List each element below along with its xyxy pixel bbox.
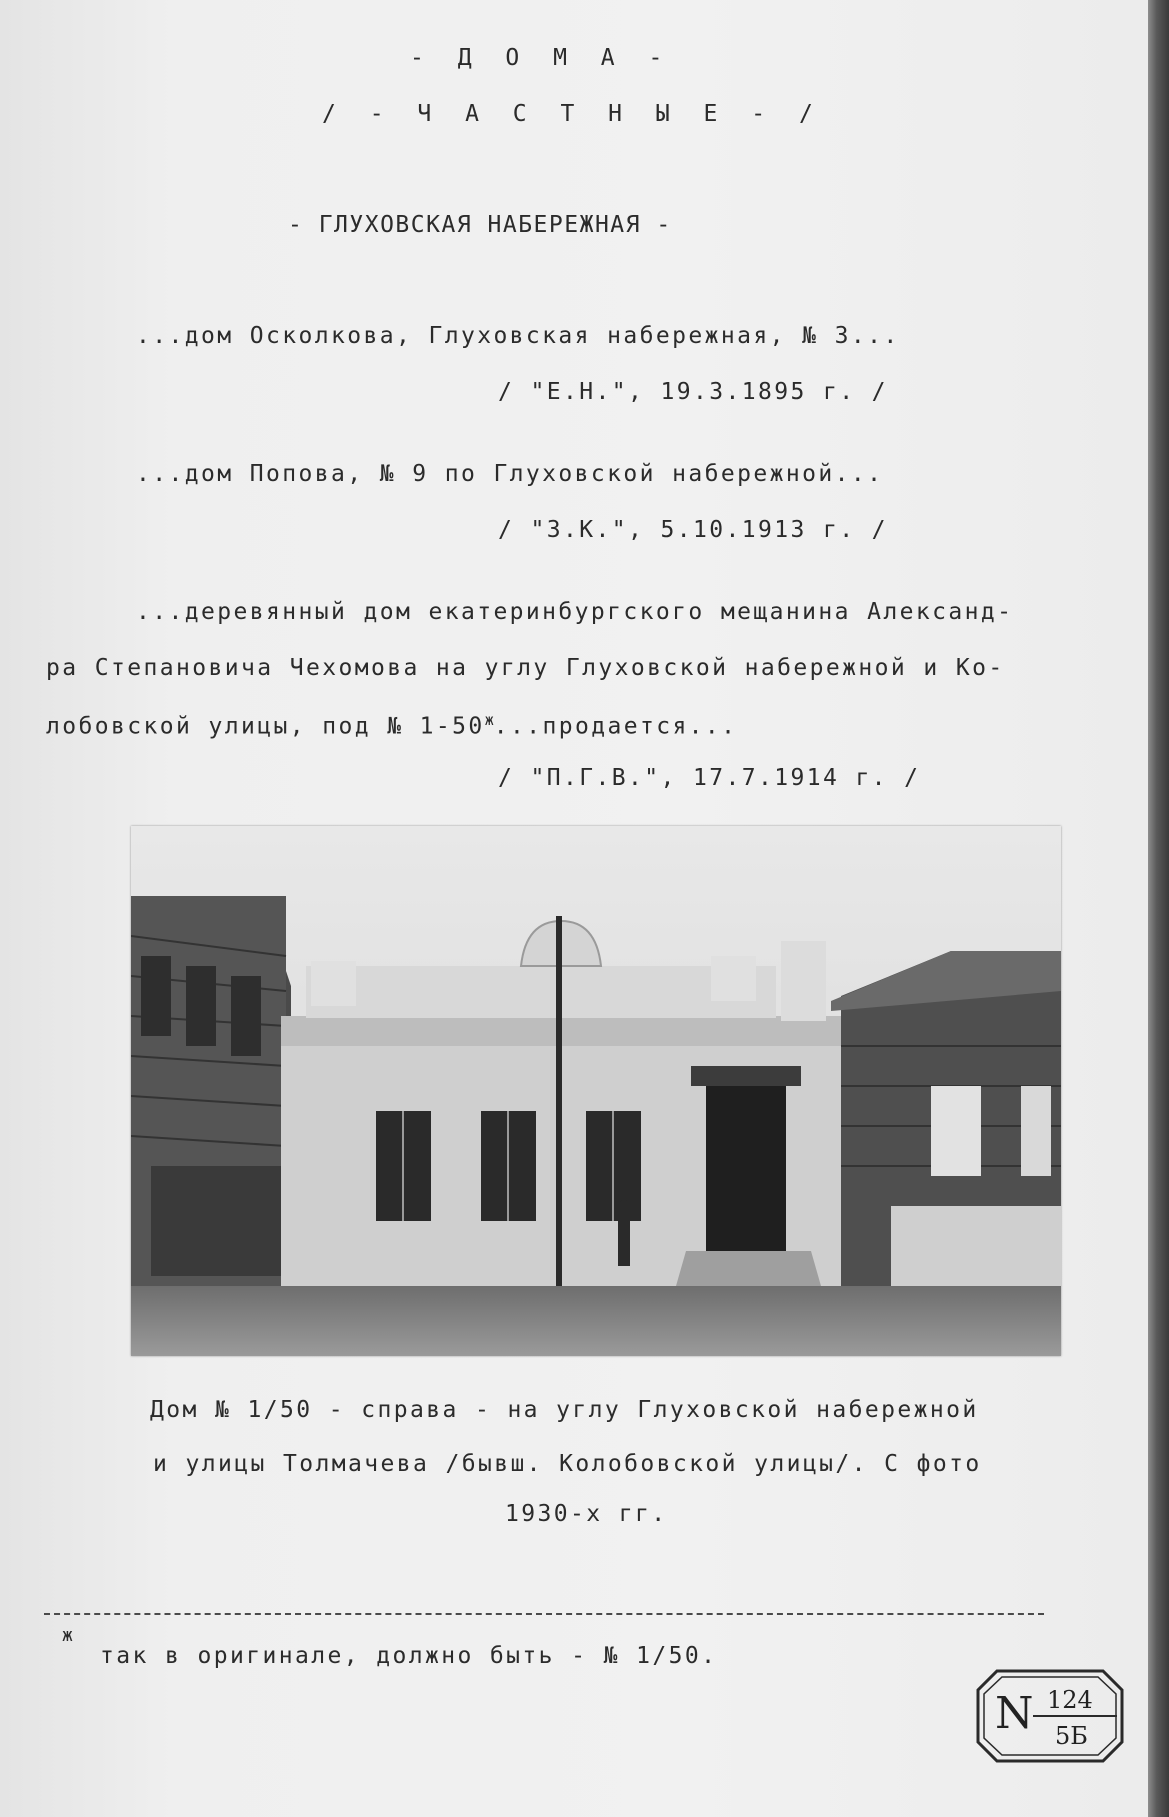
entry-3-line-3-tail: ...продается... bbox=[493, 713, 738, 740]
footnote-marker: ж bbox=[62, 1625, 76, 1646]
heading-houses: - Д О М А - bbox=[410, 45, 673, 71]
entry-3-line-1: ...деревянный дом екатеринбургского мещанина Александ- bbox=[136, 599, 1014, 625]
entry-3-line-3 bbox=[46, 713, 737, 739]
section-title: - ГЛУХОВСКАЯ НАБЕРЕЖНАЯ - bbox=[288, 212, 672, 238]
stamp-number-bottom: 5Б bbox=[1055, 1722, 1088, 1750]
bleed-through-text bbox=[40, 255, 1090, 495]
historic-photo bbox=[131, 826, 1061, 1356]
entry-3-line-2: ра Степановича Чехомова на углу Глуховской набережной и Ко- bbox=[46, 655, 1005, 681]
entry-1-text: ...дом Осколкова, Глуховская набережная, № 3... bbox=[136, 323, 900, 349]
entry-2-source: / "З.К.", 5.10.1913 г. / bbox=[498, 517, 888, 543]
caption-line-3: 1930-х гг. bbox=[505, 1501, 668, 1527]
footnote-mark: ж bbox=[484, 711, 494, 729]
entry-3-source: / "П.Г.В.", 17.7.1914 г. / bbox=[498, 765, 921, 791]
archive-stamp bbox=[975, 1668, 1125, 1764]
stamp-number-top: 124 bbox=[1047, 1686, 1093, 1714]
footnote-text: так в оригинале, должно быть - № 1/50. bbox=[100, 1643, 718, 1669]
entry-3-line-3-text: лобовской улицы, под № 1-50 bbox=[46, 713, 485, 740]
caption-line-2: и улицы Толмачева /бывш. Колобовской улицы/. С фото bbox=[153, 1451, 982, 1477]
book-binding-edge bbox=[1148, 0, 1169, 1817]
heading-private: / - Ч А С Т Н Ы Е - / bbox=[322, 101, 823, 127]
stamp-prefix: N bbox=[995, 1688, 1034, 1739]
footnote-divider bbox=[44, 1613, 1044, 1615]
entry-1-source: / "Е.Н.", 19.3.1895 г. / bbox=[498, 379, 888, 405]
entry-2-text: ...дом Попова, № 9 по Глуховской набережной... bbox=[136, 461, 884, 487]
caption-line-1: Дом № 1/50 - справа - на углу Глуховской набережной bbox=[150, 1397, 979, 1423]
